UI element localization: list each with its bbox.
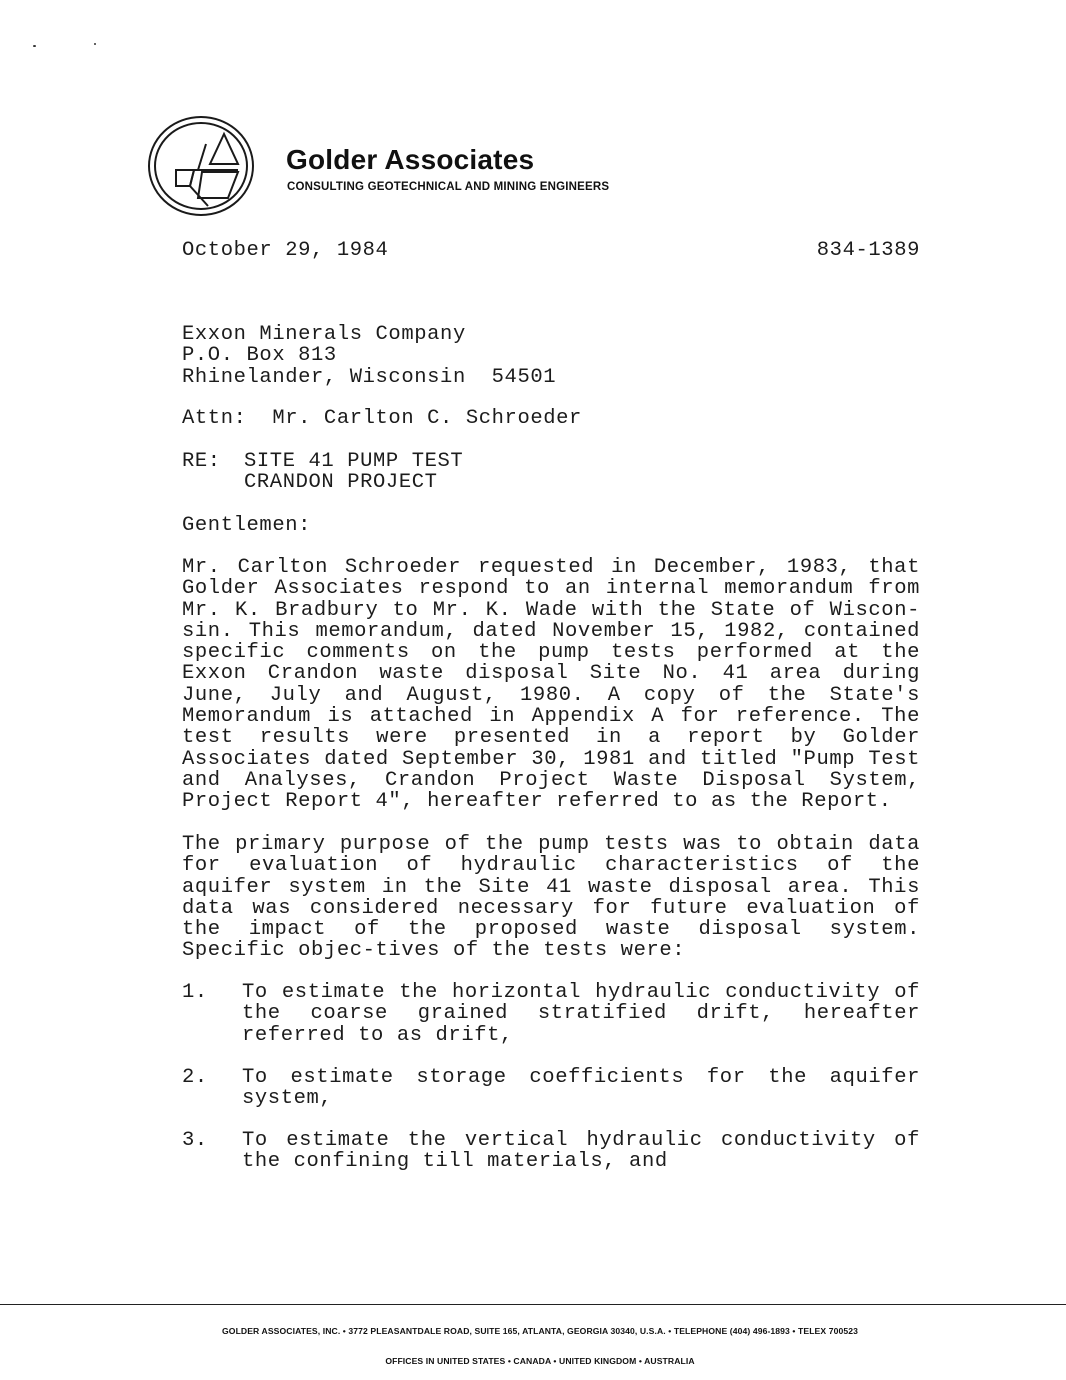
recipient-address: [182, 324, 556, 388]
footer-divider: [0, 1304, 1066, 1305]
objective-number: 1.: [182, 981, 208, 1004]
subject-line: SITE 41 PUMP TEST: [244, 450, 464, 473]
salutation: Gentlemen:: [182, 514, 312, 537]
objective-number: 2.: [182, 1066, 208, 1089]
scan-speck: [94, 43, 96, 45]
body-paragraph: Mr. Carlton Schroeder requested in December, 1983, that Golder Associates respond to an internal memorandum from Mr. K. Bradbury to Mr. K. Wade with the State of Wiscon-sin. This memorandum, dated November 15, 1982, contained specific comments on the pump tests performed at the Exxon Crandon waste disposal Site No. 41 area during June, July and August, 1980. A copy of the State's Memorandum is attached in Appendix A for reference. The test results were presented in a report by Golder Associates dated September 30, 1981 and titled "Pump Test and Analyses, Crandon Project Waste Disposal System, Project Report 4", hereafter referred to as the Report.: [182, 556, 920, 814]
objective-text: To estimate the vertical hydraulic conductivity of the confining till materials, and: [242, 1129, 920, 1174]
company-tagline: CONSULTING GEOTECHNICAL AND MINING ENGINEERS: [287, 181, 610, 193]
attention-line: Attn: Mr. Carlton C. Schroeder: [182, 407, 582, 430]
objective-text: To estimate storage coefficients for the aquifer system,: [242, 1066, 920, 1111]
scan-speck: [33, 45, 36, 47]
objective-text: To estimate the horizontal hydraulic conductivity of the coarse grained stratified drift, hereafter referred to as drift,: [242, 981, 920, 1047]
company-name: Golder Associates: [286, 144, 535, 175]
subject-lines: [244, 451, 463, 494]
subject-label: RE:: [182, 450, 221, 473]
footer-address: GOLDER ASSOCIATES, INC. • 3772 PLEASANTDALE ROAD, SUITE 165, ATLANTA, GEORGIA 30340, U.S.A. • TELEPHONE (404) 496-1893 • TELEX 700523: [222, 1326, 858, 1336]
address-line: P.O. Box 813: [182, 344, 337, 368]
subject-line: CRANDON PROJECT: [244, 471, 438, 495]
letter-date: October 29, 1984: [182, 239, 389, 262]
body-paragraph: The primary purpose of the pump tests was to obtain data for evaluation of hydraulic characteristics of the aquifer system in the Site 41 waste disposal area. This data was considered necessary for future evaluation of the impact of the proposed waste disposal system. Specific objec-tives of the tests were:: [182, 833, 920, 963]
address-line: Rhinelander, Wisconsin 54501: [182, 365, 557, 389]
address-line: Exxon Minerals Company: [182, 323, 466, 346]
footer-offices: OFFICES IN UNITED STATES • CANADA • UNITED KINGDOM • AUSTRALIA: [385, 1356, 695, 1366]
golder-logo-icon: [146, 114, 264, 218]
reference-number: 834-1389: [816, 239, 920, 262]
objective-number: 3.: [182, 1129, 208, 1152]
